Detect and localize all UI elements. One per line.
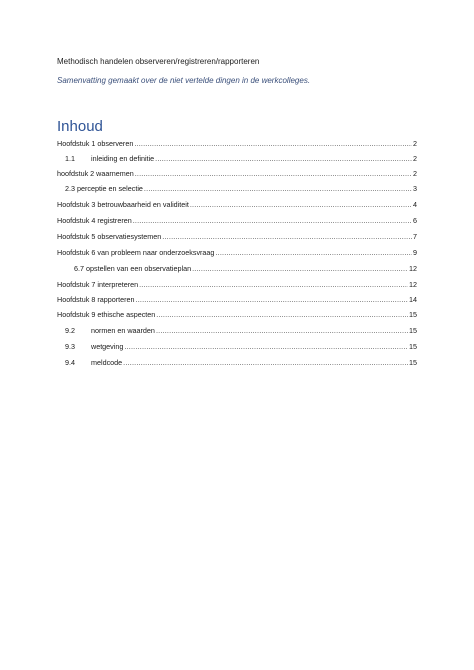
- toc-entry[interactable]: [57, 153, 417, 164]
- document-subtitle: Samenvatting gemaakt over de niet vertelde dingen in de werkcolleges.: [57, 76, 311, 85]
- toc-entry-page: 12: [409, 280, 417, 289]
- toc-leader-dots: [192, 264, 408, 274]
- toc-leader-dots: [135, 169, 412, 179]
- toc-entry-page: 7: [413, 232, 417, 241]
- toc-entry-page: 15: [409, 310, 417, 319]
- toc-entry[interactable]: [57, 294, 417, 305]
- toc-entry[interactable]: [57, 138, 417, 149]
- toc-entry[interactable]: [57, 279, 417, 290]
- toc-leader-dots: [190, 200, 412, 210]
- toc-entry-page: 3: [413, 184, 417, 193]
- toc-leader-dots: [156, 310, 408, 320]
- toc-entry-label: Hoofdstuk 9 ethische aspecten: [57, 310, 156, 319]
- toc-entry-page: 15: [409, 326, 417, 335]
- toc-entry-label: meldcode: [91, 358, 123, 367]
- toc-entry[interactable]: [57, 357, 417, 368]
- toc-entry-label: wetgeving: [91, 342, 124, 351]
- toc-entry-label: Hoofdstuk 4 registreren: [57, 216, 132, 225]
- toc-entry-label: Hoofdstuk 7 interpreteren: [57, 280, 139, 289]
- toc-entry-label: normen en waarden: [91, 326, 155, 335]
- toc-leader-dots: [156, 326, 408, 336]
- toc-entry-page: 2: [413, 154, 417, 163]
- toc-entry[interactable]: [57, 325, 417, 336]
- toc-leader-dots: [136, 295, 408, 305]
- toc-entry[interactable]: [57, 215, 417, 226]
- toc-leader-dots: [134, 139, 412, 149]
- toc-entry-page: 9: [413, 248, 417, 257]
- toc-entry-label: 2.3 perceptie en selectie: [65, 184, 143, 193]
- toc-entry[interactable]: [57, 309, 417, 320]
- toc-entry-number: 9.2: [65, 326, 75, 335]
- toc-entry[interactable]: [57, 263, 417, 274]
- toc-entry[interactable]: [57, 183, 417, 194]
- toc-entry[interactable]: [57, 341, 417, 352]
- toc-entry-label: hoofdstuk 2 waarnemen: [57, 169, 134, 178]
- toc-entry-number: 9.3: [65, 342, 75, 351]
- toc-entry-page: 4: [413, 200, 417, 209]
- toc-heading: Inhoud: [57, 118, 103, 135]
- toc-entry-page: 6: [413, 216, 417, 225]
- toc-entry-number: 1.1: [65, 154, 75, 163]
- toc-leader-dots: [155, 154, 412, 164]
- toc-entry-label: Hoofdstuk 5 observatiesystemen: [57, 232, 162, 241]
- toc-entry[interactable]: [57, 231, 417, 242]
- toc-leader-dots: [124, 342, 408, 352]
- document-title: Methodisch handelen observeren/registreren/rapporteren: [57, 57, 260, 66]
- toc-entry[interactable]: [57, 247, 417, 258]
- toc-leader-dots: [215, 248, 412, 258]
- toc-entry-label: inleiding en definitie: [91, 154, 155, 163]
- toc-entry-page: 12: [409, 264, 417, 273]
- toc-entry-page: 15: [409, 358, 417, 367]
- toc-entry[interactable]: [57, 199, 417, 210]
- toc-leader-dots: [123, 358, 408, 368]
- toc-leader-dots: [139, 280, 408, 290]
- toc-leader-dots: [162, 232, 412, 242]
- toc-entry[interactable]: [57, 168, 417, 179]
- toc-entry-page: 2: [413, 169, 417, 178]
- toc-entry-page: 15: [409, 342, 417, 351]
- toc-entry-page: 2: [413, 139, 417, 148]
- toc-entry-page: 14: [409, 295, 417, 304]
- toc-entry-label: Hoofdstuk 1 observeren: [57, 139, 134, 148]
- toc-entry-label: Hoofdstuk 6 van probleem naar onderzoeksvraag: [57, 248, 215, 257]
- toc-entry-number: 9.4: [65, 358, 75, 367]
- toc-leader-dots: [133, 216, 412, 226]
- toc-entry-label: Hoofdstuk 8 rapporteren: [57, 295, 135, 304]
- toc-entry-label: Hoofdstuk 3 betrouwbaarheid en validiteit: [57, 200, 189, 209]
- toc-entry-label: 6.7 opstellen van een observatieplan: [74, 264, 192, 273]
- toc-leader-dots: [144, 184, 412, 194]
